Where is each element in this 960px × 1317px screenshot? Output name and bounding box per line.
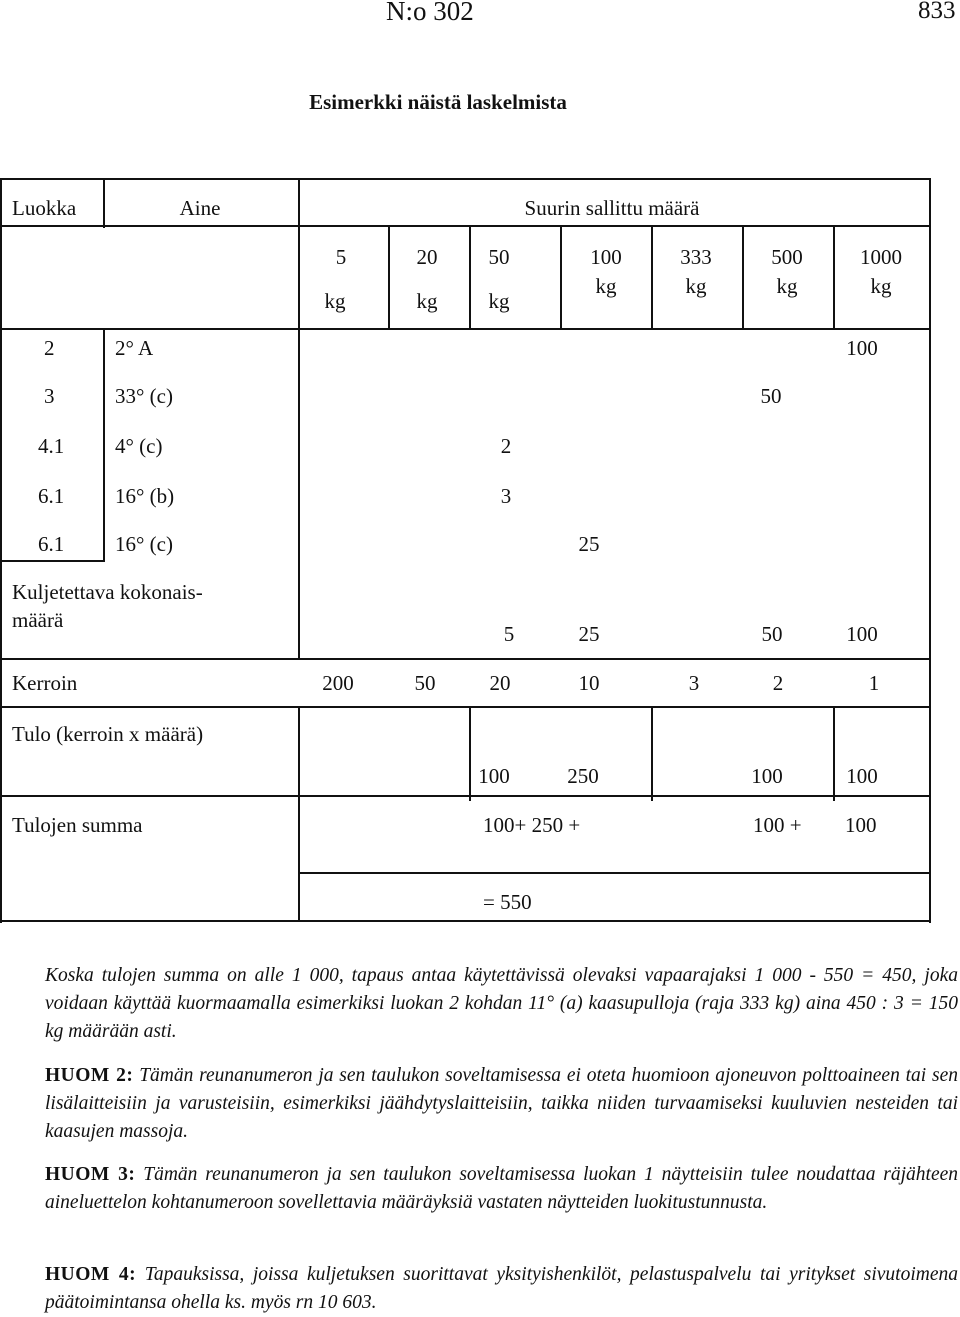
row-value: 25: [578, 532, 600, 556]
kokonaismaara-value: 50: [761, 622, 783, 646]
row-luokka: 2: [44, 336, 55, 360]
quantity-header-unit: kg: [776, 274, 798, 298]
row-luokka: 6.1: [38, 484, 65, 508]
page-number: 833: [918, 0, 956, 24]
kerroin-value: 3: [688, 671, 700, 695]
kerroin-value: 20: [489, 671, 511, 695]
kerroin-value: 2: [772, 671, 784, 695]
kerroin-label: Kerroin: [12, 671, 78, 695]
row-value: 100: [846, 336, 878, 360]
tulo-label: Tulo (kerroin x määrä): [12, 722, 204, 746]
quantity-header-number: 1000: [860, 245, 902, 269]
note-huom-2: [45, 1062, 958, 1146]
note-text: Tämän reunanumeron ja sen taulukon soveltamisessa ei oteta huomioon ajoneuvon polttoaineen tai sen lisälaitteisiin ja varusteisiin, esimerkiksi jäähdytyslaitteisiin, taikka niiden turvaamiseksi kuuluvien nesteiden tai kaasujen massoja.: [45, 1065, 958, 1142]
quantity-header-unit: kg: [416, 289, 438, 313]
tulojen-summa-label: Tulojen summa: [12, 813, 143, 837]
kerroin-value: 200: [322, 671, 354, 695]
kerroin-value: 50: [414, 671, 436, 695]
kokonaismaara-label-cont: määrä: [12, 608, 64, 632]
tulo-value: 100: [846, 764, 878, 788]
quantity-header-number: 5: [335, 245, 347, 269]
kokonaismaara-value: 100: [846, 622, 878, 646]
note-text: Tämän reunanumeron ja sen taulukon soveltamisessa luokan 1 näytteisiin tulee noudattaa räjähteen aineluettelon kohtanumeroon sovellettavia määräyksiä vastaten näytteiden luokitustunnusta.: [45, 1164, 959, 1213]
quantity-header-number: 500: [771, 245, 803, 269]
note-huom-4: [45, 1261, 958, 1317]
note-label: HUOM 4:: [45, 1264, 137, 1285]
quantity-header-number: 333: [680, 245, 712, 269]
quantity-header-unit: kg: [595, 274, 617, 298]
row-value: 50: [760, 384, 782, 408]
tulojen-summa-part: 100: [845, 813, 877, 837]
row-aine: 33° (c): [115, 384, 173, 408]
row-luokka: 6.1: [38, 532, 65, 556]
row-luokka: 4.1: [38, 434, 65, 458]
kerroin-value: 10: [578, 671, 600, 695]
tulo-value: 100: [751, 764, 783, 788]
row-aine: 4° (c): [115, 434, 163, 458]
kokonaismaara-value: 25: [578, 622, 600, 646]
explanation-paragraph: Koska tulojen summa on alle 1 000, tapaus antaa käytettävissä olevaksi vapaarajaksi 1 000 - 550 = 450, joka voidaan käyttää kuormaamalla esimerkiksi luokan 2 kohdan 11° (a) kaasupulloja (raja 333 kg) aina 450 : 3 = 150 kg määrään asti.: [45, 965, 958, 1042]
quantity-header-unit: kg: [870, 274, 892, 298]
tulojen-summa-part: 100+ 250 +: [483, 813, 581, 837]
row-aine: 16° (c): [115, 532, 173, 556]
column-header-luokka: Luokka: [12, 196, 77, 220]
note-label: HUOM 2:: [45, 1065, 134, 1086]
column-header-aine: Aine: [179, 196, 221, 220]
tulojen-summa-part: 100 +: [753, 813, 802, 837]
quantity-header-number: 100: [590, 245, 622, 269]
row-aine: 2° A: [115, 336, 154, 360]
kokonaismaara-label: Kuljetettava kokonais-: [12, 580, 203, 604]
page-title: Esimerkki näistä laskelmista: [309, 90, 567, 114]
tulo-value: 250: [567, 764, 599, 788]
quantity-header-unit: kg: [685, 274, 707, 298]
document-number: N:o 302: [386, 0, 474, 26]
quantity-header-unit: kg: [324, 289, 346, 313]
note-huom-3: [45, 1161, 958, 1217]
quantity-header-unit: kg: [488, 289, 510, 313]
tulojen-summa-total: = 550: [483, 890, 532, 914]
row-aine: 16° (b): [115, 484, 175, 508]
column-header-suurin-sallittu-maara: Suurin sallittu määrä: [524, 196, 700, 220]
quantity-header-number: 20: [416, 245, 438, 269]
kerroin-value: 1: [868, 671, 880, 695]
row-value: 2: [500, 434, 512, 458]
tulo-value: 100: [478, 764, 510, 788]
quantity-header-number: 50: [488, 245, 510, 269]
row-luokka: 3: [44, 384, 55, 408]
note-text: Tapauksissa, joissa kuljetuksen suorittavat yksityishenkilöt, pelastuspalvelu tai yritykset sivutoimena päätoimintansa ohella ks. myös rn 10 603.: [45, 1264, 959, 1313]
row-value: 3: [500, 484, 512, 508]
kokonaismaara-value: 5: [503, 622, 515, 646]
note-label: HUOM 3:: [45, 1164, 136, 1185]
